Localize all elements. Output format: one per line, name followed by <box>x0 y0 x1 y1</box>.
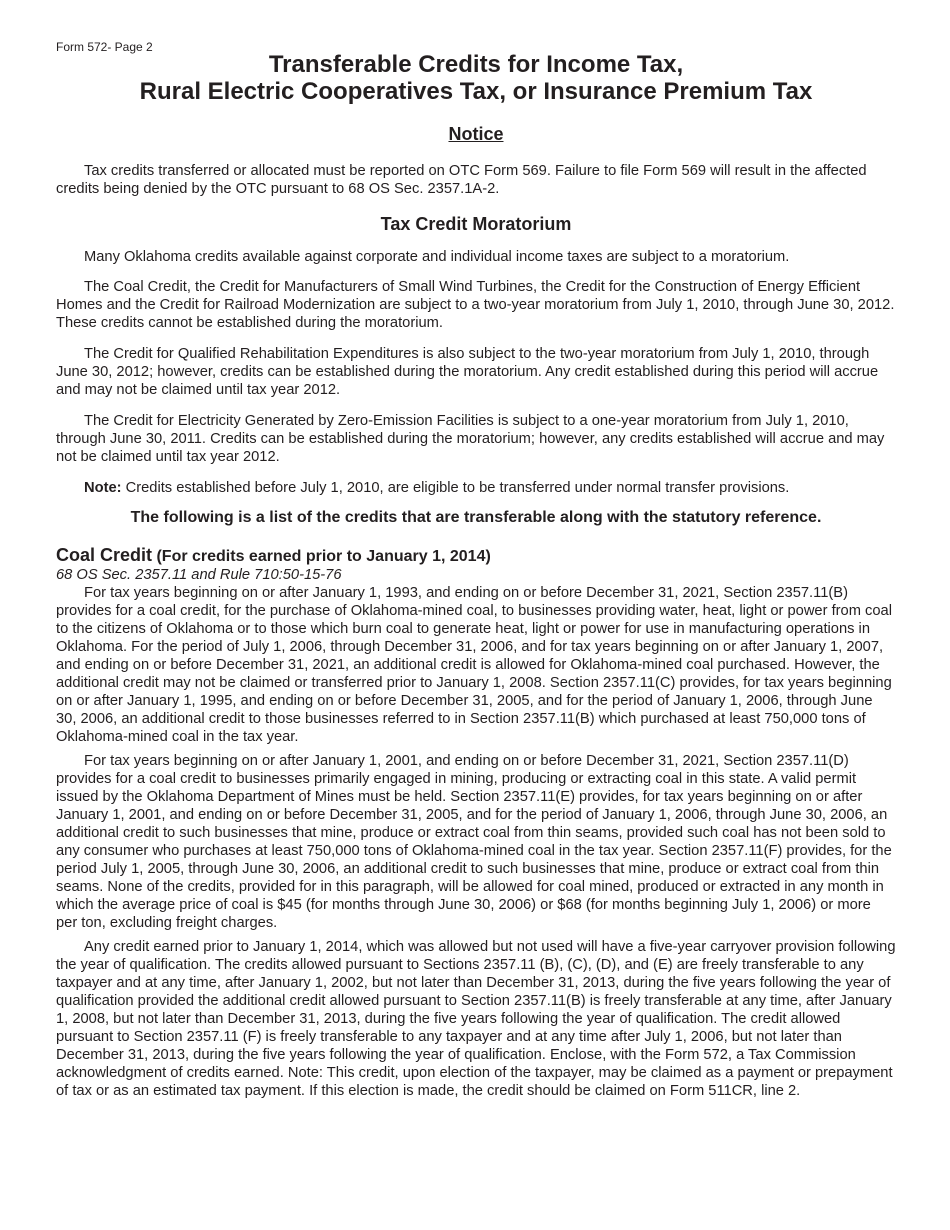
moratorium-paragraph-3: The Credit for Qualified Rehabilitation Expenditures is also subject to the two-year moratorium from July 1, 2010, through June 30, 2012; however, credits can be established during the moratorium. Any credit established during this period will accrue and may not be claimed until tax year 2012. <box>56 346 879 398</box>
title-line-2: Rural Electric Cooperatives Tax, or Insurance Premium Tax <box>139 78 813 105</box>
moratorium-heading: Tax Credit Moratorium <box>380 214 572 234</box>
coal-credit-paragraph-2: For tax years beginning on or after January 1, 2001, and ending on or before December 31, 2021, Section 2357.11(D) provides for a coal credit to businesses primarily engaged in mining, producing or extracting coal in this state. A valid permit issued by the Oklahoma Department of Mines must be held. Section 2357.11(E) provides, for tax years beginning on or after January 1, 2001, and ending on or before December 31, 2005, and for the period of January 1, 2006, through June 30, 2006, an additional credit to such businesses that mine, produce or extract coal from thin seams, provided such coal has not been sold to any consumer who purchases at least 750,000 tons of Oklahoma-mined coal in the tax year. Section 2357.11(F) provides, for the period July 1, 2005, through June 30, 2006, an additional credit to such businesses that mine, produce or extract coal from thin seams. None of the credits, provided for in this paragraph, will be allowed for coal mined, produced or extracted in any month in which the average price of coal is $45 (for months through June 30, 2006) or $68 (for months beginning July 1, 2006) or more per ton, excluding freight charges. <box>56 753 892 931</box>
coal-credit-subtitle: (For credits earned prior to January 1, 2014) <box>152 548 491 565</box>
note-label: Note: <box>84 480 122 496</box>
moratorium-paragraph-4: The Credit for Electricity Generated by Zero-Emission Facilities is subject to a one-year moratorium from July 1, 2010, through June 30, 2011. Credits can be established during the moratorium; however, any credits established will accrue and may not be claimed until tax year 2012. <box>56 413 885 465</box>
form-page-label: Form 572- Page 2 <box>56 40 153 54</box>
coal-credit-heading <box>56 545 896 567</box>
coal-credit-reference: 68 OS Sec. 2357.11 and Rule 710:50-15-76 <box>56 567 342 583</box>
title-line-1: Transferable Credits for Income Tax, <box>268 51 684 78</box>
note-text: Credits established before July 1, 2010, are eligible to be transferred under normal transfer provisions. <box>121 480 790 496</box>
moratorium-note <box>56 479 896 497</box>
coal-credit-paragraph-3: Any credit earned prior to January 1, 2014, which was allowed but not used will have a five-year carryover provision following the year of qualification. The credits allowed pursuant to Sections 2357.11 (B), (C), (D), and (E) are freely transferable to any taxpayer and at any time, after January 1, 2002, but not later than December 31, 2013, during the five years following the year of qualification provided the additional credit allowed pursuant to Section 2357.11(B) is freely transferable at any time, after January 1, 2008, but not later than December 31, 2013, during the five years following the year of qualification. The credit allowed pursuant to Section 2357.11 (F) is freely transferable to any taxpayer and at any time after July 1, 2006, but not later than December 31, 2013, during the five years following the year of qualification. Enclose, with the Form 572, a Tax Commission acknowledgment of credits earned. Note: This credit, upon election of the taxpayer, may be claimed as a payment or prepayment of tax or as an estimated tax payment. If this election is made, the credit should be claimed on Form 511CR, line 2. <box>56 939 896 1099</box>
moratorium-paragraph-2: The Coal Credit, the Credit for Manufacturers of Small Wind Turbines, the Credit for the Construction of Energy Efficient Homes and the Credit for Railroad Modernization are subject to a two-year moratorium from July 1, 2010, through June 30, 2012. These credits cannot be established during the moratorium. <box>56 279 895 331</box>
page-title <box>56 51 896 105</box>
moratorium-paragraph-1: Many Oklahoma credits available against corporate and individual income taxes are subject to a moratorium. <box>84 249 790 265</box>
coal-credit-title: Coal Credit <box>56 545 153 565</box>
credits-list-heading: The following is a list of the credits that are transferable along with the statutory reference. <box>130 509 822 526</box>
notice-paragraph: Tax credits transferred or allocated must be reported on OTC Form 569. Failure to file Form 569 will result in the affected credits being denied by the OTC pursuant to 68 OS Sec. 2357.1A-2. <box>56 163 867 197</box>
coal-credit-paragraph-1: For tax years beginning on or after January 1, 1993, and ending on or before December 31, 2021, Section 2357.11(B) provides for a coal credit, for the purchase of Oklahoma-mined coal, to businesses providing water, heat, light or power from coal to the citizens of Oklahoma or to those which burn coal to generate heat, light or power for use in manufacturing operations in Oklahoma. For the period of July 1, 2006, through December 31, 2006, and for tax years beginning on or after January 1, 2007, and ending on or before December 31, 2021, an additional credit is allowed for Oklahoma-mined coal purchased. However, the additional credit may not be claimed or transferred prior to January 1, 2008. Section 2357.11(C) provides, for tax years beginning on or after January 1, 1995, and ending on or before December 31, 2005, and for the period of January 1, 2006, through June 30, 2006, an additional credit to those businesses referred to in Section 2357.11(B) which purchased at least 750,000 tons of Oklahoma-mined coal in the tax year. <box>56 585 892 745</box>
notice-heading: Notice <box>448 124 504 144</box>
